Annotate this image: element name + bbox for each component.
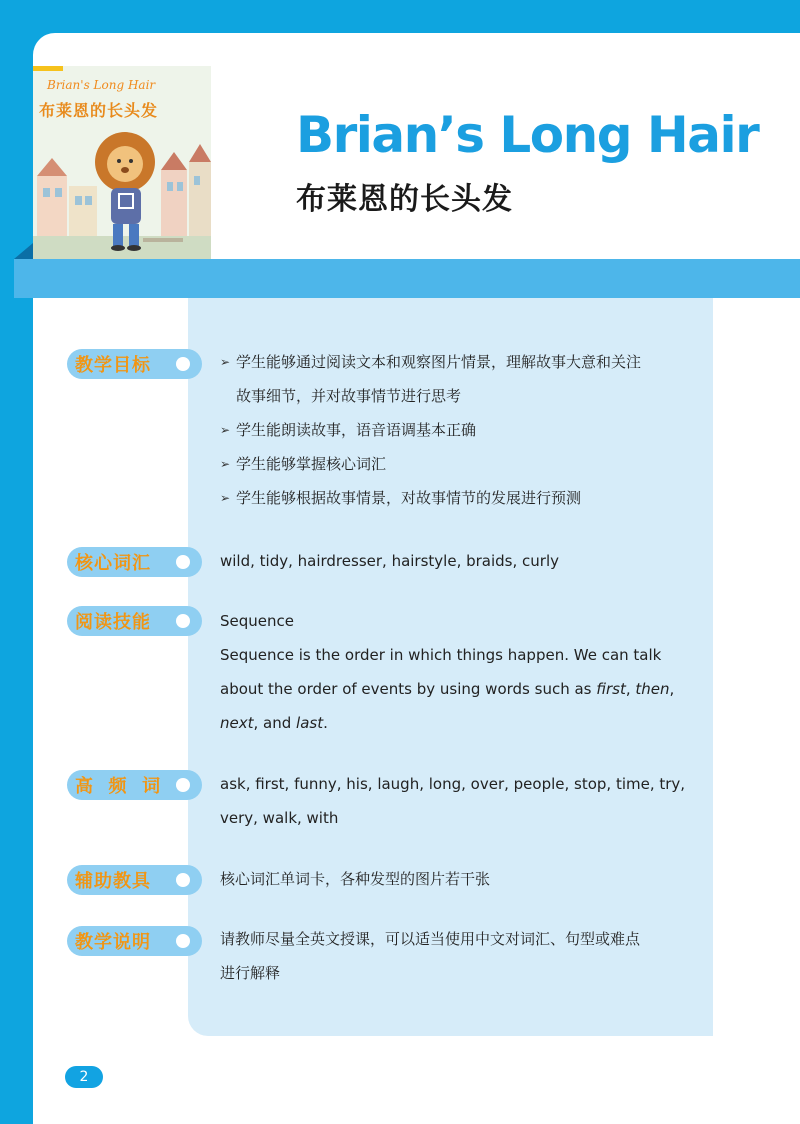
tag-high-frequency-words (67, 770, 202, 800)
tag-core-vocab (67, 547, 202, 577)
goal-item: ➢ 学生能够掌握核心词汇 (220, 447, 700, 481)
hf-line: very, walk, with (220, 809, 339, 827)
skill-text: . (323, 714, 328, 732)
skill-keyword: next (220, 714, 254, 732)
banner-fold (14, 243, 33, 259)
skill-text: , and (253, 714, 297, 732)
skill-line: Sequence is the order in which things happen. We can talk (220, 646, 662, 664)
skill-line (220, 672, 700, 706)
notes-line: 请教师尽量全英文授课，可以适当使用中文对词汇、句型或难点 (220, 930, 641, 948)
skill-keyword: then (635, 680, 670, 698)
reading-skill-block (220, 604, 700, 740)
skill-text: , (625, 680, 636, 698)
cover-subtitle: 布莱恩的长头发 (39, 101, 159, 120)
tag-label: 教学说明 (75, 932, 151, 953)
tag-label: 高 频 词 (75, 776, 162, 797)
tag-teaching-aids (67, 865, 202, 895)
teaching-aids-text: 核心词汇单词卡，各种发型的图片若干张 (220, 870, 491, 888)
notes-line: 进行解释 (220, 964, 281, 982)
book-cover-image (33, 66, 211, 259)
goal-item: ➢ 学生能够通过阅读文本和观察图片情景，理解故事大意和关注 (220, 345, 700, 379)
header-banner (14, 259, 800, 298)
core-vocab-text: wild, tidy, hairdresser, hairstyle, braids, curly (220, 552, 559, 570)
high-frequency-words (220, 767, 700, 835)
tag-reading-skill (67, 606, 202, 636)
tag-label: 核心词汇 (75, 553, 151, 574)
goal-item: ➢ 学生能朗读故事，语音语调基本正确 (220, 413, 700, 447)
goal-item: ➢ 学生能够根据故事情景，对故事情节的发展进行预测 (220, 481, 700, 515)
cover-title: Brian's Long Hair (47, 78, 156, 92)
tag-teaching-notes (67, 926, 202, 956)
tag-label: 阅读技能 (75, 612, 151, 633)
goal-item-continued: 故事细节，并对故事情节进行思考 (236, 387, 462, 405)
page-subtitle: 布莱恩的长头发 (296, 182, 513, 217)
hf-line: ask, first, funny, his, laugh, long, over, people, stop, time, try, (220, 775, 686, 793)
tag-label: 辅助教具 (75, 871, 151, 892)
skill-keyword: first (596, 680, 626, 698)
goals-list (220, 345, 700, 515)
tag-label: 教学目标 (75, 355, 151, 376)
skill-line (220, 706, 700, 740)
page-number: 2 (65, 1066, 103, 1088)
skill-keyword: last (296, 714, 324, 732)
skill-text: about the order of events by using words such as (220, 680, 597, 698)
tag-teaching-goals (67, 349, 202, 379)
teaching-notes (220, 922, 700, 990)
skill-heading: Sequence (220, 612, 294, 630)
cover-illustration (33, 66, 211, 259)
page-title: Brian’s Long Hair (296, 106, 759, 164)
skill-text: , (669, 680, 675, 698)
